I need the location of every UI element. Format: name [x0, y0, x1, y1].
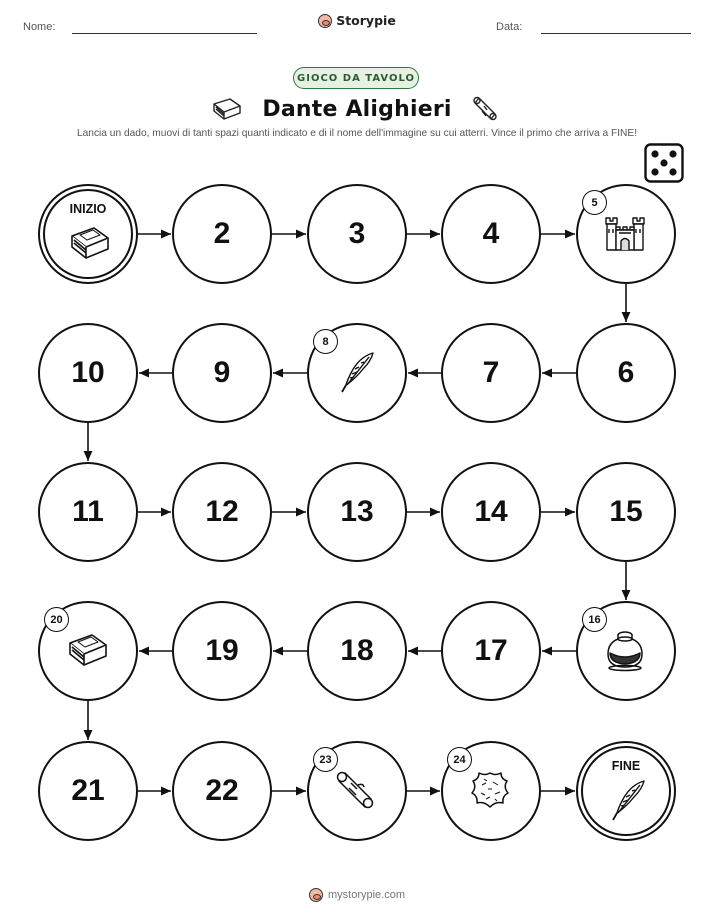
date-label: Data:: [496, 21, 523, 33]
space-number: 18: [340, 634, 374, 667]
space-number: 10: [71, 356, 105, 389]
board-space: [172, 601, 272, 701]
space-number: 3: [348, 217, 366, 250]
space-number: 4: [482, 217, 500, 250]
board-space: [172, 462, 272, 562]
quill-icon: [333, 349, 379, 395]
board-space: [38, 462, 138, 562]
finish-label: FINE: [611, 759, 641, 773]
brand-name: Storypie: [336, 13, 396, 28]
board-space: [38, 741, 138, 841]
footer: [0, 888, 714, 902]
board-space: [38, 323, 138, 423]
space-number: 24: [447, 747, 472, 772]
space-number: 7: [482, 356, 500, 389]
pig-logo-icon: [309, 888, 323, 902]
space-number: 23: [313, 747, 338, 772]
space-number: 6: [617, 356, 635, 389]
space-number: 13: [340, 495, 374, 528]
board-space: [576, 462, 676, 562]
board-space: [172, 323, 272, 423]
space-number: 9: [213, 356, 231, 389]
scroll-icon: [333, 767, 379, 813]
space-number: 21: [71, 774, 105, 807]
inkpot-icon: [602, 627, 648, 673]
name-label: Nome:: [23, 21, 56, 33]
space-number: 22: [205, 774, 239, 807]
game-type-badge: GIOCO DA TAVOLO: [293, 67, 419, 89]
space-number: 17: [474, 634, 508, 667]
castle-icon: [602, 210, 648, 256]
space-number: 11: [72, 495, 104, 528]
board-space: [441, 323, 541, 423]
space-number: 16: [582, 607, 607, 632]
book-icon: [64, 627, 110, 673]
quill-icon: [604, 777, 650, 823]
instructions-text: Lancia un dado, muovi di tanti spazi quanti indicato e di il nome dell'immagine su cui atterri. Vince il primo che arriva a FINE!: [76, 128, 638, 139]
board-space: [441, 184, 541, 284]
space-number: 12: [205, 495, 239, 528]
board-space: [172, 184, 272, 284]
board-space: [38, 184, 138, 284]
board-space: [441, 601, 541, 701]
space-number: 15: [609, 495, 643, 528]
space-number: 14: [474, 495, 508, 528]
footer-url[interactable]: mystorypie.com: [327, 889, 406, 901]
space-number: 20: [44, 607, 69, 632]
board-space: [441, 462, 541, 562]
space-number: 2: [213, 217, 231, 250]
start-label: INIZIO: [69, 202, 107, 216]
board-space: [576, 601, 676, 701]
space-number: 19: [205, 634, 239, 667]
parchment-icon: [467, 767, 513, 813]
book-icon: [66, 220, 112, 266]
board-space: [38, 601, 138, 701]
board-space: [172, 741, 272, 841]
board-space: [307, 323, 407, 423]
board-space: [307, 601, 407, 701]
space-number: 5: [582, 190, 607, 215]
board-space: [307, 184, 407, 284]
board-space: [307, 741, 407, 841]
board-space: [576, 323, 676, 423]
board-space: [307, 462, 407, 562]
board-space: [441, 741, 541, 841]
page-title: Dante Alighieri: [262, 96, 452, 122]
board-space: [576, 184, 676, 284]
board-space: [576, 741, 676, 841]
space-number: 8: [313, 329, 338, 354]
